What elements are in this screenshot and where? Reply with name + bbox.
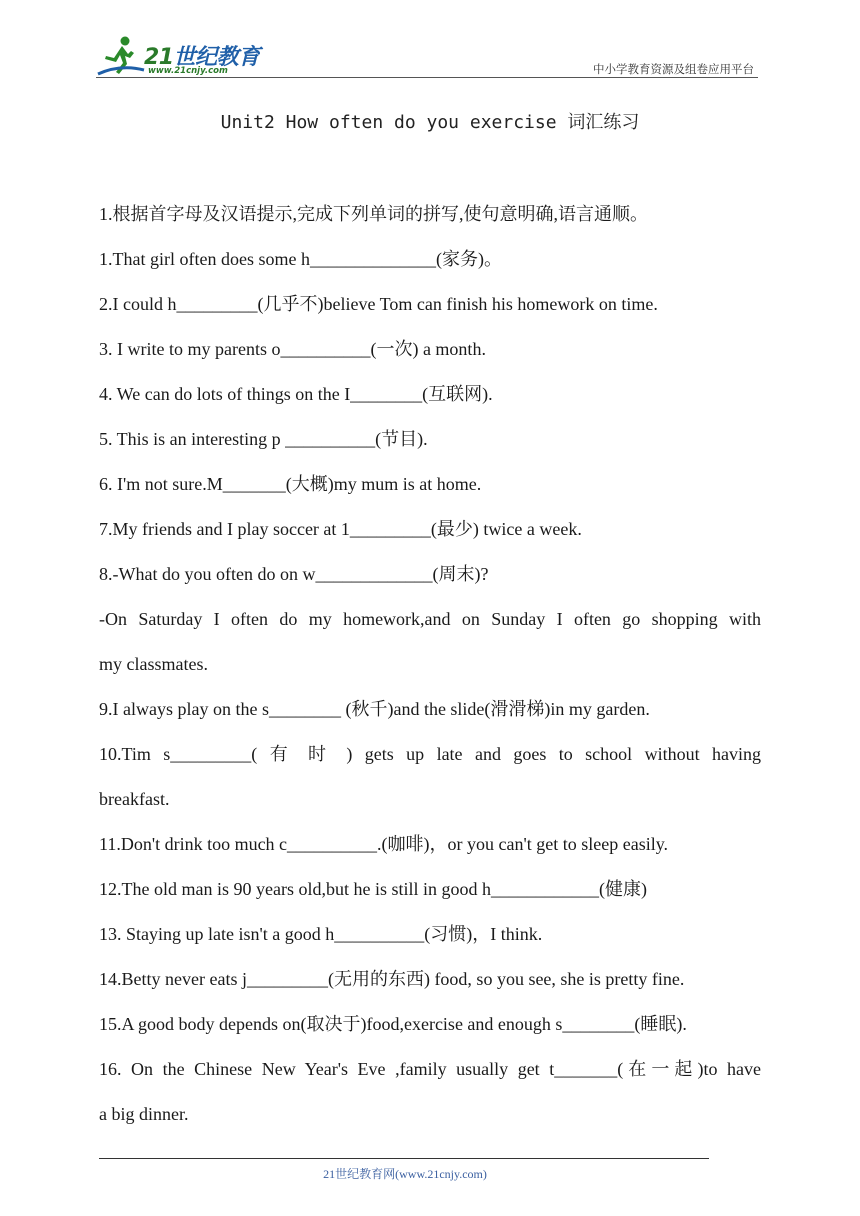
exercise-line: 5. This is an interesting p __________(节目). (99, 429, 428, 449)
exercise-line: 9.I always play on the s________ (秋千)and the slide(滑滑梯)in my garden. (99, 699, 650, 719)
section-heading: 1.根据首字母及汉语提示,完成下列单词的拼写,使句意明确,语言通顺。 (99, 204, 648, 224)
exercise-line: 4. We can do lots of things on the I________(互联网). (99, 384, 493, 404)
exercise-line: breakfast. (99, 789, 170, 809)
exercise-line: 1.That girl often does some h______________(家务)。 (99, 249, 502, 269)
exercise-line: a big dinner. (99, 1104, 189, 1124)
exercise-line: my classmates. (99, 654, 208, 674)
exercise-line: 16. On the Chinese New Year's Eve ,family usually get t_______(在一起)to have (99, 1059, 761, 1079)
exercise-line: 8.-What do you often do on w_____________(周末)? (99, 564, 489, 584)
exercise-line: 7.My friends and I play soccer at 1_________(最少) twice a week. (99, 519, 582, 539)
page-header (0, 0, 860, 82)
exercise-line: 2.I could h_________(几乎不)believe Tom can finish his homework on time. (99, 294, 658, 314)
exercise-line: 13. Staying up late isn't a good h__________(习惯)，I think. (99, 924, 543, 944)
exercise-line: 3. I write to my parents o__________(一次) a month. (99, 339, 486, 359)
exercise-line: 10.Tim s_________( 有 时 ) gets up late and goes to school without having (99, 744, 761, 764)
logo (92, 34, 262, 78)
footer-divider (99, 1158, 709, 1159)
logo-url: www.21cnjy.com (148, 66, 228, 76)
exercise-line: 12.The old man is 90 years old,but he is still in good h____________(健康) (99, 879, 647, 899)
exercise-line: 11.Don't drink too much c__________.(咖啡)，or you can't get to sleep easily. (99, 834, 669, 854)
runner-logo-icon (92, 34, 148, 78)
exercise-line: -On Saturday I often do my homework,and on Sunday I often go shopping with (99, 609, 761, 629)
header-divider (96, 77, 758, 78)
exercise-line: 15.A good body depends on(取决于)food,exercise and enough s________(睡眠). (99, 1014, 687, 1034)
page-title: Unit2 How often do you exercise 词汇练习 (220, 112, 640, 133)
logo-brand: 21世纪教育 (144, 45, 260, 70)
page-footer: 21世纪教育网(www.21cnjy.com) (323, 1167, 487, 1181)
exercise-line: 14.Betty never eats j_________(无用的东西) food, so you see, she is pretty fine. (99, 969, 685, 989)
header-slogan: 中小学教育资源及组卷应用平台 (593, 62, 754, 76)
exercise-line: 6. I'm not sure.M_______(大概)my mum is at home. (99, 474, 482, 494)
exercise-body (99, 192, 761, 1137)
